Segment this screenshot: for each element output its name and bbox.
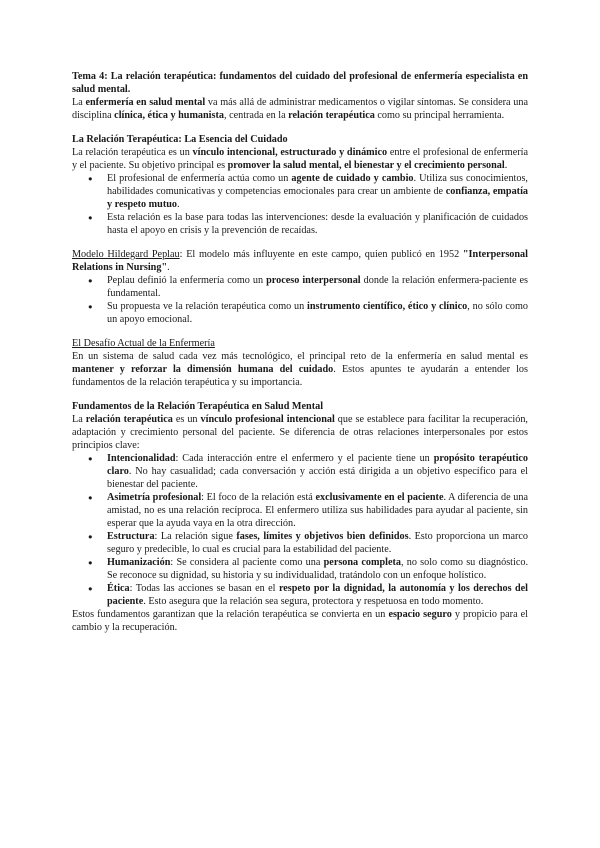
bold-text: Intencionalidad [107, 453, 176, 464]
text: es un [172, 414, 201, 425]
bold-text: Humanización [107, 557, 171, 568]
bold-text: relación terapéutica [288, 110, 375, 121]
bold-text: confianza, empatía y respeto mutuo [107, 186, 528, 210]
text: entre el profesional de enfermería y el paciente. Su objetivo principal es [72, 147, 528, 171]
list-item [88, 452, 528, 491]
text: como su principal herramienta. [374, 110, 505, 121]
bold-text: clínica, ética y humanista [114, 110, 224, 121]
text: y propicio para el cambio y la recuperación. [72, 609, 528, 633]
section-heading-desafio: El Desafío Actual de la Enfermería [72, 338, 215, 349]
text: En un sistema de salud cada vez más tecnológico, el principal reto de la enfermería en salud mental es [72, 351, 528, 362]
section-paragraph-peplau [72, 248, 528, 274]
bullet-list-fundamentos [72, 452, 528, 608]
text: , no solo como su diagnóstico. Se reconoce su dignidad, su historia y su individualidad, tratándolo con un enfoque holístico. [107, 557, 528, 581]
intro-paragraph [72, 96, 528, 122]
text: . No hay casualidad; cada conversación y acción está dirigida a un objetivo específico para el bienestar del paciente. [107, 466, 528, 490]
text: . [177, 199, 180, 210]
list-item [88, 556, 528, 582]
list-item [88, 582, 528, 608]
text: . Esto proporciona un marco seguro y predecible, lo cual es crucial para la estabilidad del paciente. [107, 531, 528, 555]
text: . A diferencia de una amistad, no es una relación recíproca. El enfermero utiliza sus habilidades para ayudar al paciente, sin esperar que la ayuda vaya en la otra dirección. [107, 492, 528, 529]
document-page [72, 70, 528, 634]
text: : Se considera al paciente como una [170, 557, 324, 568]
bold-text: mantener y reforzar la dimensión humana del cuidado [72, 364, 334, 375]
list-item [88, 211, 528, 237]
bold-text: proceso interpersonal [266, 275, 361, 286]
bold-text: espacio seguro [388, 609, 452, 620]
list-item [88, 274, 528, 300]
section-paragraph-fundamentos [72, 413, 528, 452]
text: donde la relación enfermera-paciente es fundamental. [107, 275, 528, 299]
bold-text: promover la salud mental, el bienestar y el crecimiento personal [227, 160, 505, 171]
text: La [72, 414, 86, 425]
bold-text: exclusivamente en el paciente [315, 492, 444, 503]
text: Estos fundamentos garantizan que la relación terapéutica se convierta en un [72, 609, 389, 620]
bold-text: enfermería en salud mental [85, 97, 206, 108]
text: . Utiliza sus conocimientos, habilidades comunicativas y competencias emocionales para crear un ambiente de [107, 173, 528, 197]
text: . Estos apuntes te ayudarán a entender los fundamentos de la relación terapéutica y su importancia. [72, 364, 528, 388]
text: , centrada en la [223, 110, 289, 121]
text: que se establece para facilitar la recuperación, adaptación y crecimiento personal del paciente. Se diferencia de otras relaciones interpersonales por estos principios clave: [72, 414, 528, 451]
document-title: Tema 4: La relación terapéutica: fundamentos del cuidado del profesional de enfermería especialista en salud mental. [72, 71, 528, 95]
text: Peplau definió la enfermería como un [107, 275, 267, 286]
list-item [88, 491, 528, 530]
bullet-list-esencia [72, 172, 528, 237]
text: : El modelo más influyente en este campo, quien publicó en 1952 [179, 249, 463, 260]
bold-text: agente de cuidado y cambio [291, 173, 414, 184]
bold-text: instrumento científico, ético y clínico [306, 301, 468, 312]
text: va más allá de administrar medicamentos o vigilar síntomas. Se considera una disciplina [72, 97, 528, 121]
text: El profesional de enfermería actúa como un [107, 173, 292, 184]
bold-text: Estructura [107, 531, 155, 542]
list-item [88, 300, 528, 326]
section-heading-fundamentos: Fundamentos de la Relación Terapéutica en Salud Mental [72, 401, 324, 412]
list-item [88, 172, 528, 211]
text: La [72, 97, 86, 108]
bold-text: vínculo profesional intencional [200, 414, 335, 425]
bold-text: fases, límites y objetivos bien definidos [236, 531, 409, 542]
section-paragraph-desafio [72, 350, 528, 389]
text: . [167, 262, 170, 273]
bold-text: vínculo intencional, estructurado y dinámico [192, 147, 388, 158]
text: : Todas las acciones se basan en el [129, 583, 279, 594]
bold-text: persona completa [323, 557, 401, 568]
text: Su propuesta ve la relación terapéutica como un [107, 301, 307, 312]
section-heading-peplau: Modelo Hildegard Peplau [72, 249, 180, 260]
text: : Cada interacción entre el enfermero y el paciente tiene un [175, 453, 434, 464]
bold-text: propósito terapéutico claro [107, 453, 529, 477]
text: La relación terapéutica es un [72, 147, 193, 158]
text: . [504, 160, 508, 171]
bold-text: Ética [107, 583, 130, 594]
text: . Esto asegura que la relación sea segura, protectora y respetuosa en todo momento. [143, 596, 484, 607]
bold-text: Asimetría profesional [107, 492, 202, 503]
bullet-list-peplau [72, 274, 528, 326]
text: Esta relación es la base para todas las intervenciones: desde la evaluación y planificación de cuidados hasta el apoyo en crisis y la prevención de recaídas. [107, 212, 528, 236]
list-item [88, 530, 528, 556]
bold-text: "Interpersonal Relations in Nursing" [72, 249, 528, 273]
text: , no sólo como un apoyo emocional. [107, 301, 528, 325]
section-heading-esencia: La Relación Terapéutica: La Esencia del Cuidado [72, 134, 288, 145]
text: : La relación sigue [154, 531, 237, 542]
text: : El foco de la relación está [201, 492, 316, 503]
bold-text: relación terapéutica [85, 414, 173, 425]
section-paragraph-esencia [72, 146, 528, 172]
closing-paragraph [72, 608, 528, 634]
bold-text: respeto por la dignidad, la autonomía y los derechos del paciente [107, 583, 528, 607]
